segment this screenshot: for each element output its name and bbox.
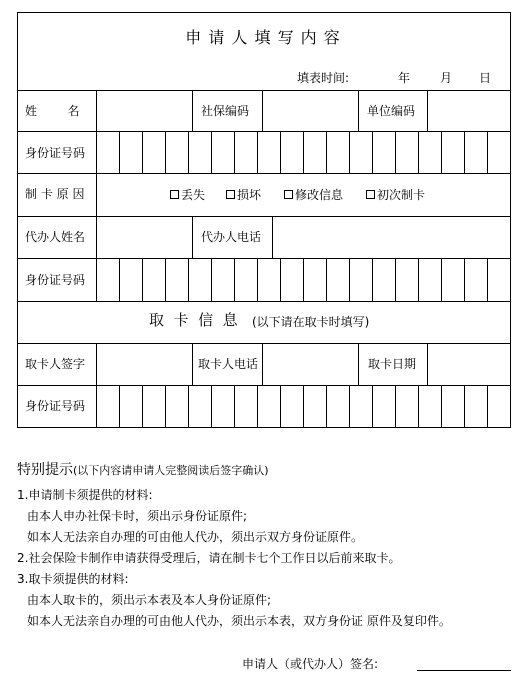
id-digit-cell[interactable] xyxy=(373,132,395,173)
id-digit-cell[interactable] xyxy=(235,132,257,173)
id-digit-cell[interactable] xyxy=(189,259,211,301)
date-year: 年 xyxy=(398,71,411,85)
pickup-date-field[interactable] xyxy=(428,344,510,385)
checkbox-icon xyxy=(366,190,375,199)
id-digit-cell[interactable] xyxy=(419,132,441,173)
id-digit-cell[interactable] xyxy=(281,386,303,428)
id-digit-cell[interactable] xyxy=(97,259,119,301)
pickup-signer-label: 取卡人签字 xyxy=(25,357,86,371)
pickup-title: 取 卡 信 息 xyxy=(149,311,238,329)
id-digit-cell[interactable] xyxy=(442,386,464,428)
reason-option-first-card[interactable]: 初次制卡 xyxy=(366,189,425,201)
id-digit-cell[interactable] xyxy=(373,386,395,428)
pickup-phone-field[interactable] xyxy=(263,344,358,385)
id-digit-cell[interactable] xyxy=(327,259,349,301)
notes-line: 如本人无法亲自办理的可由他人代办，须出示双方身份证原件。 xyxy=(27,530,364,544)
unit-no-label: 单位编码 xyxy=(367,104,416,118)
pickup-date-label: 取卡日期 xyxy=(368,357,417,371)
signature-line[interactable] xyxy=(417,670,511,671)
name-field[interactable] xyxy=(97,91,192,131)
id-digit-cell[interactable] xyxy=(258,259,280,301)
reason-option-lost[interactable]: 丢失 xyxy=(170,189,205,201)
id-digit-cell[interactable] xyxy=(212,259,234,301)
notes-line: 2.社会保险卡制作申请获得受理后，请在制卡七个工作日以后前来取卡。 xyxy=(17,551,401,565)
id-digit-cell[interactable] xyxy=(166,386,188,428)
date-label: 填表时间: xyxy=(297,71,350,85)
id-digit-cell[interactable] xyxy=(258,132,280,173)
id-digit-cell[interactable] xyxy=(166,132,188,173)
unit-no-field[interactable] xyxy=(428,91,510,131)
pickup-phone-label: 取卡人电话 xyxy=(198,357,259,371)
id-digit-cell[interactable] xyxy=(143,386,165,428)
date-day: 日 xyxy=(479,71,492,85)
id-digit-cell[interactable] xyxy=(396,386,418,428)
notes-line: 由本人取卡的，须出示本表及本人身份证原件; xyxy=(27,593,272,607)
id-digit-cell[interactable] xyxy=(327,132,349,173)
id-digit-cell[interactable] xyxy=(143,132,165,173)
agent-phone-field[interactable] xyxy=(273,217,510,258)
checkbox-icon xyxy=(226,190,235,199)
agent-name-field[interactable] xyxy=(97,217,192,258)
social-no-label: 社保编码 xyxy=(201,104,250,118)
social-no-field[interactable] xyxy=(263,91,358,131)
signature-label: 申请人（或代办人）签名: xyxy=(242,657,379,671)
id-digit-cell[interactable] xyxy=(350,386,372,428)
notes-line: 3.取卡须提供的材料: xyxy=(17,572,129,586)
pickup-id-label: 身份证号码 xyxy=(25,399,86,413)
notes-line: 由本人申办社保卡时，须出示身份证原件; xyxy=(27,509,248,523)
id-digit-cell[interactable] xyxy=(120,132,142,173)
id-digit-cell[interactable] xyxy=(281,132,303,173)
agent-id-label: 身份证号码 xyxy=(25,273,86,287)
id-digit-cell[interactable] xyxy=(97,132,119,173)
id-label: 身份证号码 xyxy=(25,146,86,160)
id-digit-cell[interactable] xyxy=(419,259,441,301)
pickup-signer-field[interactable] xyxy=(97,344,192,385)
id-digit-cell[interactable] xyxy=(212,386,234,428)
id-digit-cell[interactable] xyxy=(465,386,487,428)
id-digit-cell[interactable] xyxy=(350,132,372,173)
notes-heading: 特别提示(以下内容请申请人完整阅读后签字确认) xyxy=(17,462,269,478)
id-digit-cell[interactable] xyxy=(419,386,441,428)
id-digit-cell[interactable] xyxy=(189,386,211,428)
form-title: 申 请 人 填 写 内 容 xyxy=(185,28,341,47)
id-digit-cell[interactable] xyxy=(488,259,510,301)
pickup-note: (以下请在取卡时填写) xyxy=(252,315,370,329)
id-digit-cell[interactable] xyxy=(120,259,142,301)
id-digit-cell[interactable] xyxy=(281,259,303,301)
id-digit-cell[interactable] xyxy=(235,259,257,301)
id-digit-cell[interactable] xyxy=(488,132,510,173)
reason-option-modify-info[interactable]: 修改信息 xyxy=(284,189,343,201)
id-digit-cell[interactable] xyxy=(327,386,349,428)
reason-label: 制 卡 原 因 xyxy=(25,187,85,201)
reason-option-damaged[interactable]: 损坏 xyxy=(226,189,261,201)
id-digit-cell[interactable] xyxy=(465,132,487,173)
id-digit-cell[interactable] xyxy=(396,132,418,173)
id-digit-cell[interactable] xyxy=(373,259,395,301)
id-digit-cell[interactable] xyxy=(212,132,234,173)
notes-line: 如本人无法亲自办理的可由他人代办，须出示本表，双方身份证 原件及复印件。 xyxy=(27,614,451,628)
id-digit-cell[interactable] xyxy=(120,386,142,428)
id-digit-cell[interactable] xyxy=(488,386,510,428)
checkbox-icon xyxy=(170,190,179,199)
name-label: 姓 名 xyxy=(25,104,80,118)
notes-line: 1.申请制卡须提供的材料: xyxy=(17,488,153,502)
id-digit-cell[interactable] xyxy=(97,386,119,428)
date-month: 月 xyxy=(440,71,453,85)
id-digit-cell[interactable] xyxy=(166,259,188,301)
id-digit-cell[interactable] xyxy=(396,259,418,301)
id-digit-cell[interactable] xyxy=(442,259,464,301)
id-digit-cell[interactable] xyxy=(350,259,372,301)
id-digit-cell[interactable] xyxy=(304,132,326,173)
checkbox-icon xyxy=(284,190,293,199)
id-digit-cell[interactable] xyxy=(304,386,326,428)
id-digit-cell[interactable] xyxy=(304,259,326,301)
agent-phone-label: 代办人电话 xyxy=(201,230,262,244)
id-digit-cell[interactable] xyxy=(258,386,280,428)
id-digit-cell[interactable] xyxy=(235,386,257,428)
agent-name-label: 代办人姓名 xyxy=(25,230,86,244)
id-digit-cell[interactable] xyxy=(442,132,464,173)
id-digit-cell[interactable] xyxy=(143,259,165,301)
id-digit-cell[interactable] xyxy=(189,132,211,173)
id-digit-cell[interactable] xyxy=(465,259,487,301)
